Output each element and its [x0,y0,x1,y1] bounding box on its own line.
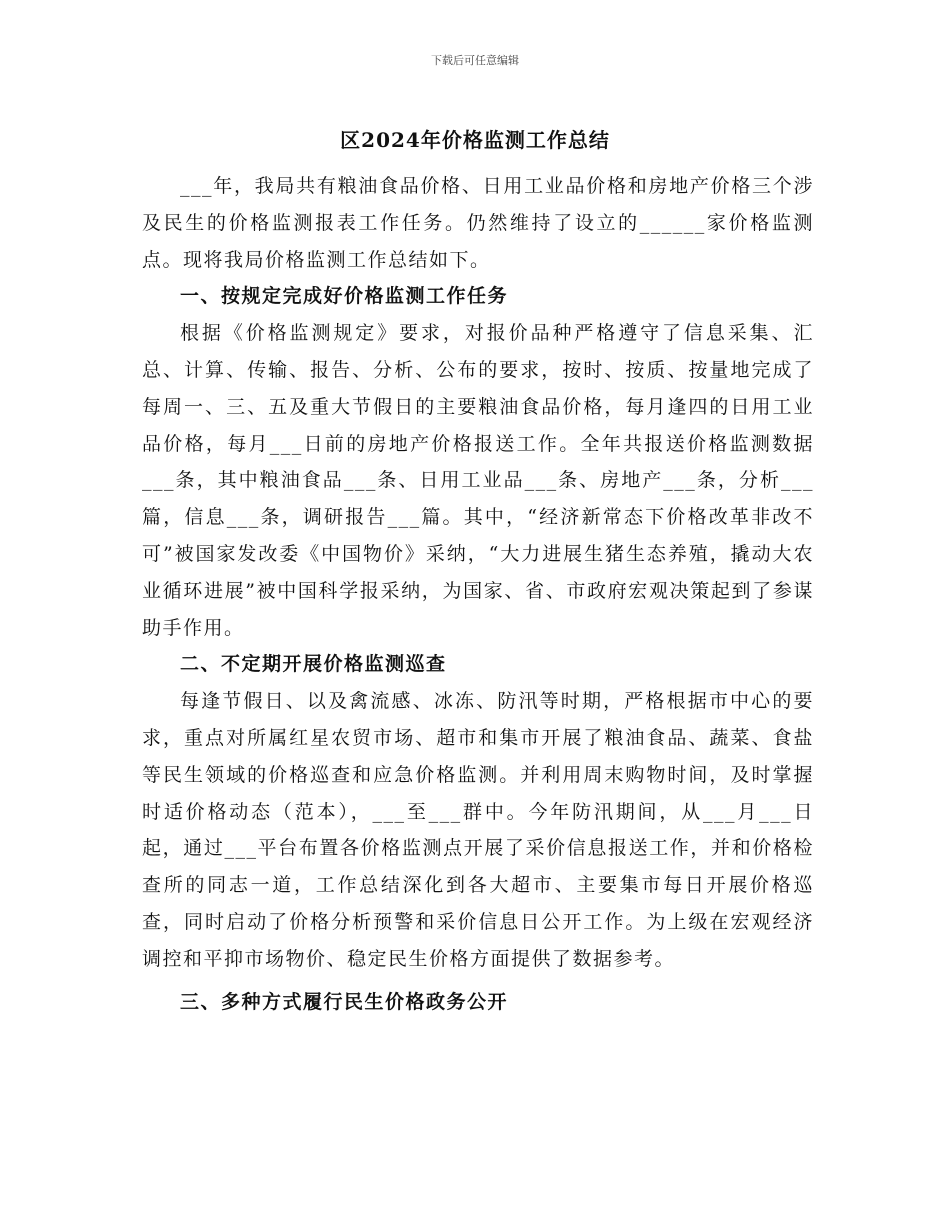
intro-paragraph: ___年，我局共有粮油食品价格、日用工业品价格和房地产价格三个涉及民生的价格监测报表工作任务。仍然维持了设立的______家价格监测点。现将我局价格监测工作总结如下。 [142,175,814,271]
section-2-heading: 二、不定期开展价格监测巡查 [180,653,447,676]
document-body [142,168,814,1020]
section-1-heading: 一、按规定完成好价格监测工作任务 [180,285,509,308]
section-1-paragraph: 根据《价格监测规定》要求，对报价品种严格遵守了信息采集、汇总、计算、传输、报告、分析、公布的要求，按时、按质、按量地完成了每周一、三、五及重大节假日的主要粮油食品价格，每月逢四的日用工业品价格，每月___日前的房地产价格报送工作。全年共报送价格监测数据___条，其中粮油食品___条、日用工业品___条、房地产___条，分析___篇，信息___条，调研报告___篇。其中，“经济新常态下价格改革非改不可”被国家发改委《中国物价》采纳，“大力进展生猪生态养殖，撬动大农业循环进展”被中国科学报采纳，为国家、省、市政府宏观决策起到了参谋助手作用。 [142,322,814,639]
section-2-paragraph: 每逢节假日、以及禽流感、冰冻、防汛等时期，严格根据市中心的要求，重点对所属红星农贸市场、超市和集市开展了粮油食品、蔬菜、食盐等民生领域的价格巡查和应急价格监测。并利用周末购物时间，及时掌握时适价格动态（范本），___至___群中。今年防汛期间，从___月___日起，通过___平台布置各价格监测点开展了采价信息报送工作，并和价格检查所的同志一道，工作总结深化到各大超市、主要集市每日开展价格巡查，同时启动了价格分析预警和采价信息日公开工作。为上级在宏观经济调控和平抑市场物价、稳定民生价格方面提供了数据参考。 [142,690,814,970]
document-title: 区2024年价格监测工作总结 [340,128,610,152]
section-3-heading: 三、多种方式履行民生价格政务公开 [180,990,509,1013]
header-note: 下载后可任意编辑 [431,54,519,67]
